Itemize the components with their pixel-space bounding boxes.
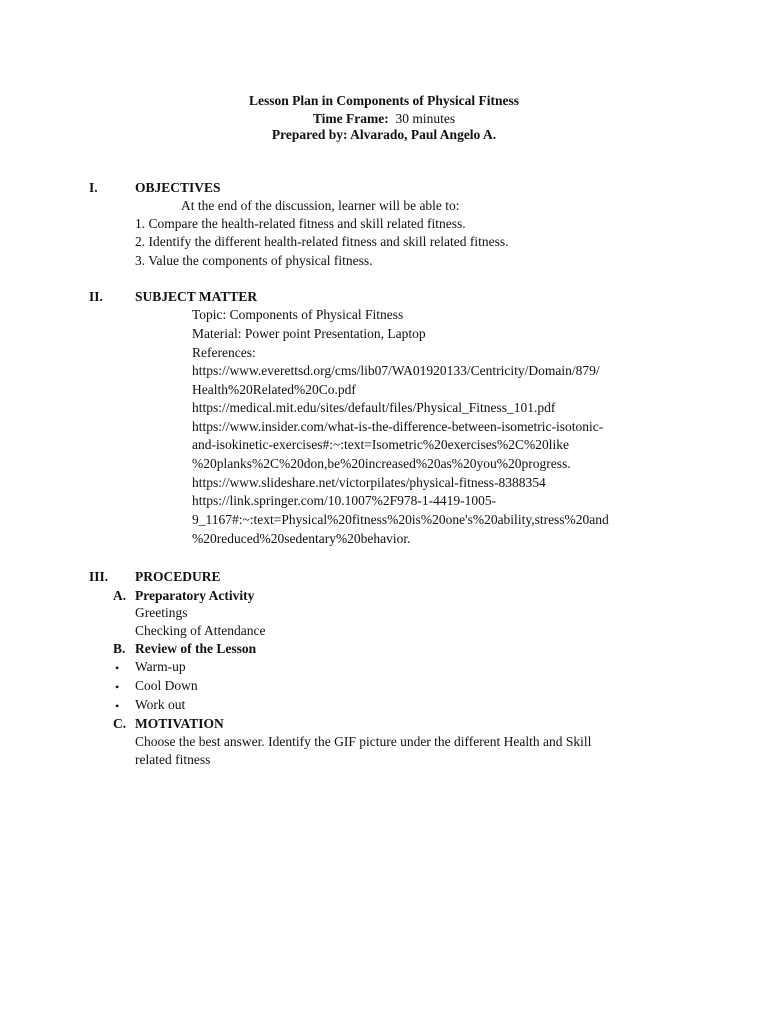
objectives-numeral: I.: [89, 180, 98, 195]
time-frame-label: Time Frame:: [312, 111, 389, 126]
procedure-b-letter: B.: [113, 641, 126, 656]
reference-line: %20planks%2C%20don,be%20increased%20as%20you%20progress.: [192, 456, 571, 471]
prepared-by: Prepared by: Alvarado, Paul Angelo A.: [271, 127, 497, 142]
objectives-heading: OBJECTIVES: [135, 180, 221, 195]
procedure-heading: PROCEDURE: [135, 569, 221, 584]
procedure-a-heading: Preparatory Activity: [135, 588, 255, 603]
material-line: Material: Power point Presentation, Laptop: [192, 326, 426, 341]
time-frame-value: 30 minutes: [395, 111, 456, 126]
bullet-icon: •: [115, 699, 120, 713]
objective-item: 3. Value the components of physical fitness.: [135, 253, 373, 268]
reference-line: Health%20Related%20Co.pdf: [192, 382, 356, 397]
references-label: References:: [192, 345, 256, 360]
objective-item: 1. Compare the health-related fitness and skill related fitness.: [135, 216, 466, 231]
subject-matter-heading: SUBJECT MATTER: [135, 289, 258, 304]
topic-line: Topic: Components of Physical Fitness: [192, 307, 404, 322]
objectives-intro: At the end of the discussion, learner will be able to:: [181, 198, 460, 213]
bullet-icon: •: [115, 661, 120, 675]
document-title: Lesson Plan in Components of Physical Fitness: [248, 93, 520, 108]
reference-line: 9_1167#:~:text=Physical%20fitness%20is%20one's%20ability,stress%20and: [192, 512, 609, 527]
bullet-icon: •: [115, 680, 120, 694]
reference-line: https://link.springer.com/10.1007%2F978-1-4419-1005-: [192, 493, 497, 508]
reference-line: https://medical.mit.edu/sites/default/files/Physical_Fitness_101.pdf: [192, 400, 556, 415]
reference-line: https://www.everettsd.org/cms/lib07/WA01920133/Centricity/Domain/879/: [192, 363, 600, 378]
procedure-a-item: Checking of Attendance: [135, 623, 266, 638]
review-bullet-item: Work out: [135, 697, 186, 712]
reference-line: %20reduced%20sedentary%20behavior.: [192, 531, 411, 546]
reference-line: and-isokinetic-exercises#:~:text=Isometric%20exercises%2C%20like: [192, 437, 570, 452]
procedure-c-heading: MOTIVATION: [135, 716, 224, 731]
procedure-b-heading: Review of the Lesson: [135, 641, 257, 656]
subject-matter-numeral: II.: [89, 289, 103, 304]
motivation-line: Choose the best answer. Identify the GIF picture under the different Health and Skill: [135, 734, 592, 749]
procedure-c-letter: C.: [113, 716, 127, 731]
objective-item: 2. Identify the different health-related fitness and skill related fitness.: [135, 234, 509, 249]
review-bullet-item: Warm-up: [135, 659, 186, 674]
procedure-a-item: Greetings: [135, 605, 188, 620]
procedure-numeral: III.: [89, 569, 109, 584]
reference-line: https://www.slideshare.net/victorpilates/physical-fitness-8388354: [192, 475, 546, 490]
reference-line: https://www.insider.com/what-is-the-difference-between-isometric-isotonic-: [192, 419, 604, 434]
procedure-a-letter: A.: [113, 588, 127, 603]
review-bullet-item: Cool Down: [135, 678, 198, 693]
motivation-line: related fitness: [135, 752, 211, 767]
